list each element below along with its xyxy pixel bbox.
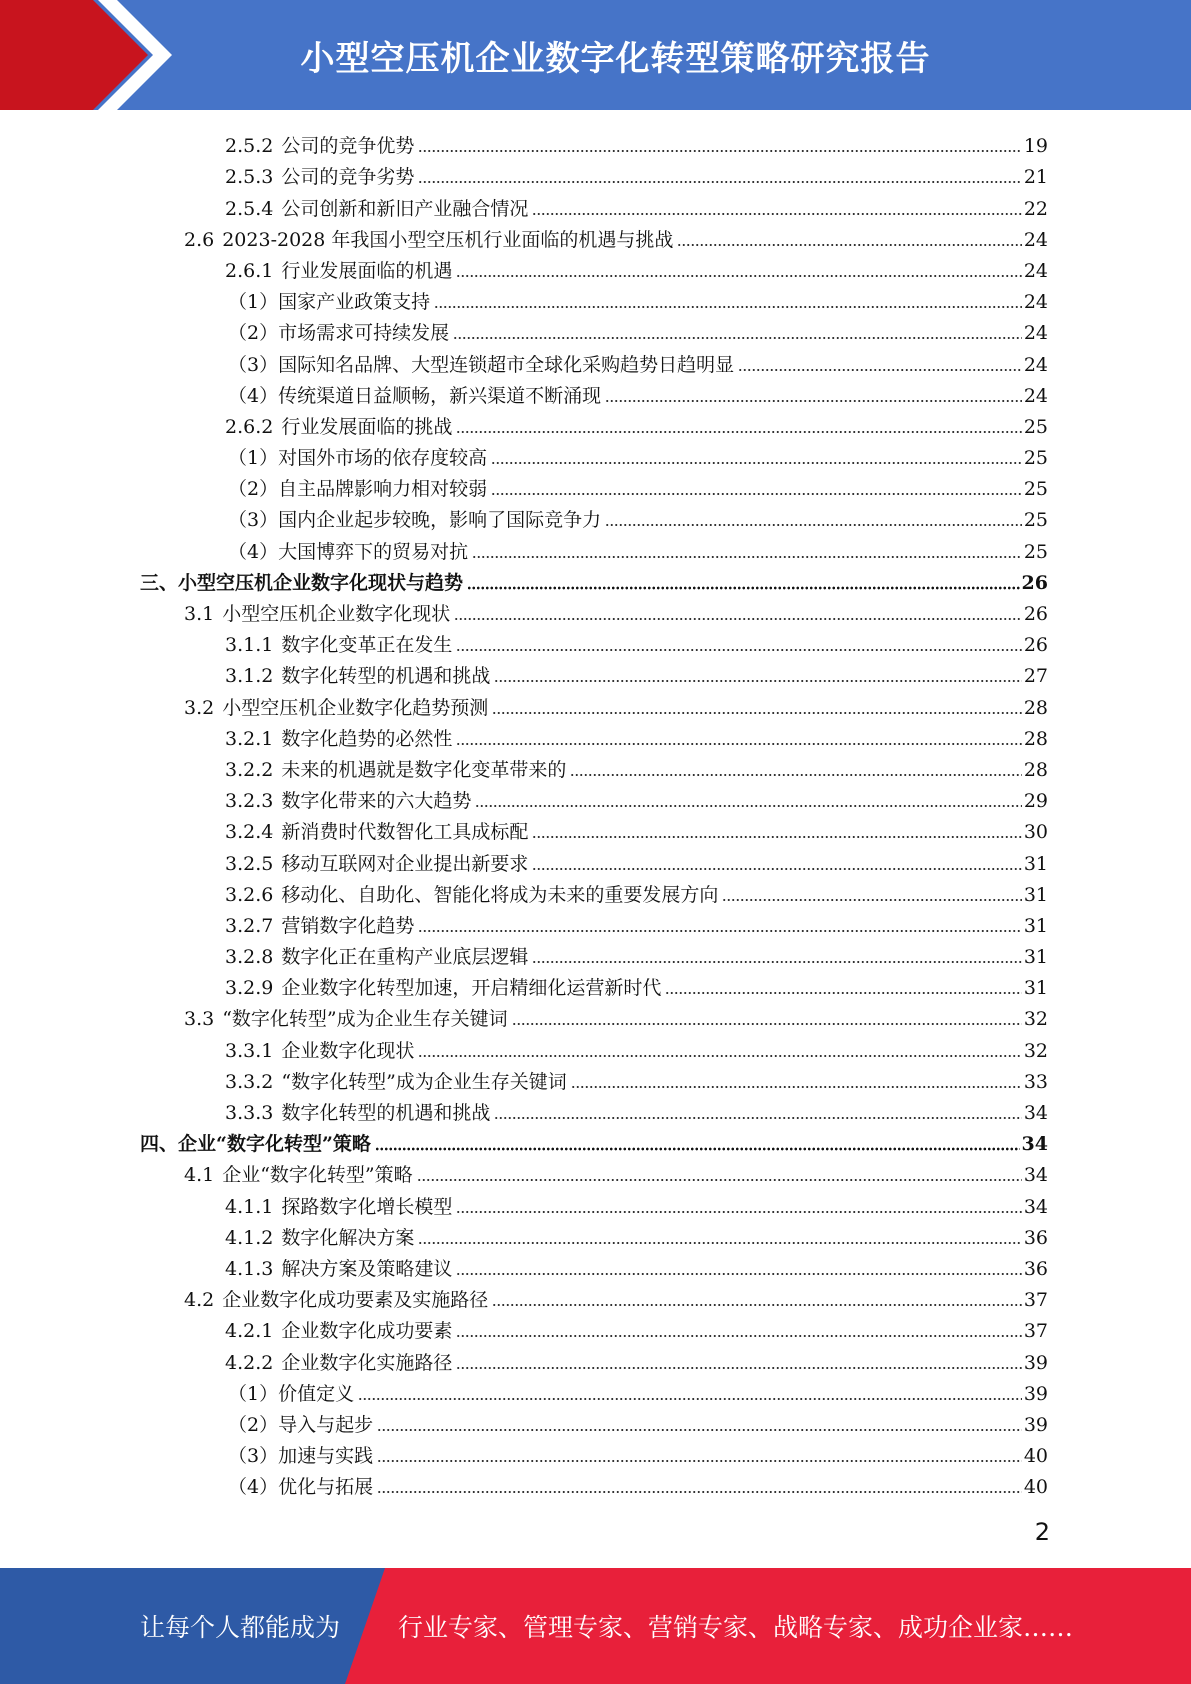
toc-entry[interactable] [140, 1063, 1048, 1094]
toc-entry-number: 3.2 [184, 696, 215, 719]
toc-entry-page: 31 [1023, 914, 1048, 937]
toc-entry-page: 31 [1023, 977, 1048, 1000]
toc-dot-leader [456, 1272, 1021, 1276]
toc-entry[interactable] [140, 564, 1048, 595]
toc-entry-title: 小型空压机企业数字化现状 [222, 603, 451, 625]
toc-entry-page: 25 [1023, 415, 1048, 438]
toc-entry-number: 3.2.4 [225, 821, 274, 844]
toc-entry-title: 公司的竞争优势 [281, 135, 415, 158]
toc-entry-title: 数字化带来的六大趋势 [281, 790, 472, 813]
toc-entry-title: 小型空压机企业数字化现状与趋势 [178, 571, 464, 594]
toc-entry[interactable] [140, 1437, 1048, 1468]
document-title: 小型空压机企业数字化转型策略研究报告 [300, 38, 931, 79]
toc-entry-number: 3.3.1 [225, 1039, 274, 1062]
toc-entry-number: 3.2.5 [225, 852, 274, 875]
toc-entry-number: 4.2.1 [225, 1320, 274, 1343]
toc-entry-number: 2.5.4 [225, 197, 274, 220]
toc-entry-title: 国家产业政策支持 [278, 291, 431, 314]
toc-dot-leader [456, 1366, 1021, 1370]
toc-entry[interactable] [140, 626, 1048, 657]
toc-dot-leader [494, 1116, 1021, 1120]
toc-entry-page: 32 [1023, 1008, 1048, 1031]
toc-entry-page: 27 [1023, 665, 1048, 688]
toc-entry[interactable] [140, 283, 1048, 314]
toc-dot-leader [738, 368, 1022, 372]
toc-entry-title: 2023-2028 年我国小型空压机行业面临的机遇与挑战 [222, 228, 674, 251]
toc-entry-number: 4.2.2 [225, 1351, 274, 1374]
toc-entry[interactable] [140, 189, 1048, 220]
toc-entry[interactable] [140, 688, 1048, 719]
toc-entry[interactable] [140, 439, 1048, 470]
toc-entry[interactable] [140, 252, 1048, 283]
toc-dot-leader [475, 804, 1021, 808]
toc-entry-number: 3.1.1 [225, 634, 274, 657]
toc-entry-number: （1） [228, 447, 279, 470]
toc-entry-page: 39 [1023, 1351, 1048, 1374]
toc-entry-number: （1） [228, 291, 279, 314]
toc-entry-title: 企业“数字化转型”策略 [178, 1133, 371, 1156]
toc-dot-leader [532, 867, 1021, 871]
toc-dot-leader [491, 461, 1022, 465]
footer-slogan-right: 行业专家、管理专家、营销专家、战略专家、成功企业家…… [398, 1613, 1074, 1642]
toc-entry[interactable] [140, 1125, 1048, 1156]
toc-entry-page: 28 [1023, 727, 1048, 750]
toc-dot-leader [605, 523, 1022, 527]
toc-dot-leader [665, 991, 1021, 995]
toc-entry[interactable] [140, 1406, 1048, 1437]
toc-entry-page: 29 [1023, 790, 1048, 813]
toc-entry-title: 国内企业起步较晚，影响了国际竞争力 [278, 509, 602, 532]
toc-entry[interactable] [140, 1031, 1048, 1062]
toc-entry-title: 行业发展面临的挑战 [281, 415, 453, 438]
toc-entry-title: 数字化正在重构产业底层逻辑 [281, 946, 529, 969]
toc-dot-leader [418, 929, 1021, 933]
toc-dot-leader [418, 1241, 1021, 1245]
toc-entry[interactable] [140, 408, 1048, 439]
toc-entry[interactable] [140, 345, 1048, 376]
toc-dot-leader [494, 679, 1021, 683]
toc-entry-page: 24 [1023, 322, 1048, 345]
toc-dot-leader [418, 149, 1021, 153]
toc-entry[interactable] [140, 501, 1048, 532]
toc-entry-page: 22 [1023, 197, 1048, 220]
toc-dot-leader [532, 960, 1021, 964]
toc-entry-page: 24 [1023, 228, 1048, 251]
toc-entry-title: 公司创新和新旧产业融合情况 [281, 197, 529, 220]
toc-entry-title: 数字化转型的机遇和挑战 [281, 1102, 491, 1124]
toc-entry-title: 企业数字化成功要素及实施路径 [222, 1289, 489, 1312]
toc-entry-number: （2） [228, 478, 279, 501]
toc-entry-title: “数字化转型”成为企业生存关键词 [281, 1070, 567, 1093]
toc-entry-page: 25 [1023, 509, 1048, 532]
toc-entry-page: 36 [1023, 1226, 1048, 1249]
toc-entry-page: 24 [1023, 384, 1048, 407]
toc-entry-page: 39 [1023, 1413, 1048, 1436]
toc-entry-page: 25 [1023, 447, 1048, 470]
toc-entry-page: 28 [1023, 758, 1048, 781]
toc-entry[interactable] [140, 127, 1048, 158]
toc-entry-number: （3） [228, 1445, 279, 1468]
toc-dot-leader [358, 1397, 1022, 1401]
toc-entry-title: 优化与拓展 [278, 1476, 374, 1499]
toc-entry-number: （4） [228, 1476, 279, 1499]
toc-dot-leader [377, 1428, 1022, 1432]
toc-entry-number: 4.1.3 [225, 1257, 274, 1280]
toc-entry-title: 市场需求可持续发展 [278, 322, 450, 345]
toc-dot-leader [417, 1178, 1022, 1182]
toc-dot-leader [532, 835, 1021, 839]
toc-entry-number: 4.1.2 [225, 1226, 274, 1249]
toc-entry-title: 加速与实践 [278, 1445, 374, 1468]
toc-entry-title: 企业“数字化转型”策略 [222, 1164, 413, 1187]
toc-dot-leader [512, 1022, 1022, 1026]
toc-entry[interactable] [140, 1094, 1048, 1125]
toc-entry-title: 营销数字化趋势 [281, 914, 415, 937]
toc-entry-title: 企业数字化转型加速，开启精细化运营新时代 [281, 977, 662, 1000]
toc-entry-title: 新消费时代数智化工具成标配 [281, 821, 529, 844]
toc-entry-page: 31 [1023, 946, 1048, 969]
toc-dot-leader [532, 212, 1021, 216]
toc-entry-number: 2.5.3 [225, 166, 274, 189]
toc-entry-page: 19 [1023, 135, 1048, 158]
toc-entry-page: 34 [1023, 1195, 1048, 1218]
toc-entry[interactable] [140, 1156, 1048, 1187]
toc-entry[interactable] [140, 969, 1048, 1000]
toc-entry-page: 25 [1023, 540, 1048, 563]
toc-entry-number: 2.6.2 [225, 415, 274, 438]
toc-entry[interactable] [140, 1250, 1048, 1281]
toc-entry-number: 3.2.7 [225, 914, 274, 937]
toc-entry-page: 39 [1023, 1382, 1048, 1405]
toc-dot-leader [492, 711, 1022, 715]
toc-entry-title: 传统渠道日益顺畅，新兴渠道不断涌现 [278, 384, 602, 407]
toc-entry-number: （4） [228, 384, 279, 407]
toc-entry-page: 24 [1023, 291, 1048, 314]
toc-entry[interactable] [140, 595, 1048, 626]
toc-entry-title: 导入与起步 [278, 1413, 374, 1436]
toc-entry-title: 大国博弈下的贸易对抗 [278, 540, 469, 563]
toc-entry-page: 24 [1023, 259, 1048, 282]
toc-entry-number: 3.2.2 [225, 758, 274, 781]
toc-entry[interactable] [140, 1375, 1048, 1406]
toc-entry-number: （3） [228, 509, 279, 532]
toc-entry-title: 数字化变革正在发生 [281, 634, 453, 657]
toc-entry-number: （1） [228, 1382, 279, 1405]
toc-entry-number: 四、 [140, 1133, 179, 1156]
toc-entry[interactable] [140, 844, 1048, 875]
toc-dot-leader [418, 1054, 1021, 1058]
toc-entry-title: 企业数字化成功要素 [281, 1320, 453, 1343]
toc-entry-title: 公司的竞争劣势 [281, 166, 415, 189]
toc-entry-page: 37 [1023, 1289, 1048, 1312]
toc-entry-number: 3.2.6 [225, 883, 274, 906]
toc-entry-title: 未来的机遇就是数字化变革带来的 [281, 758, 567, 781]
toc-entry-title: 对国外市场的依存度较高 [278, 447, 488, 470]
toc-entry-page: 33 [1023, 1070, 1048, 1093]
toc-entry-number: 3.3.2 [225, 1070, 274, 1093]
toc-entry-number: 3.3 [184, 1008, 215, 1031]
toc-entry[interactable] [140, 158, 1048, 189]
toc-entry[interactable] [140, 782, 1048, 813]
toc-entry-title: 解决方案及策略建议 [281, 1257, 453, 1280]
toc-dot-leader [434, 305, 1022, 309]
page-number: 2 [1034, 1518, 1050, 1546]
toc-entry-page: 30 [1023, 821, 1048, 844]
toc-entry-page: 24 [1023, 353, 1048, 376]
toc-entry-page: 32 [1023, 1039, 1048, 1062]
table-of-contents [140, 127, 1048, 1499]
toc-entry-number: 2.5.2 [225, 135, 274, 158]
toc-entry-page: 25 [1023, 478, 1048, 501]
toc-dot-leader [467, 586, 1020, 590]
toc-entry-number: 3.1.2 [225, 665, 274, 688]
toc-entry[interactable] [140, 532, 1048, 563]
toc-entry-number: 3.1 [184, 603, 215, 625]
toc-entry-page: 26 [1023, 634, 1048, 657]
toc-entry[interactable] [140, 1187, 1048, 1218]
toc-dot-leader [492, 1303, 1022, 1307]
toc-entry-number: 三、 [140, 571, 179, 594]
toc-entry[interactable] [140, 1281, 1048, 1312]
toc-entry-number: 3.2.3 [225, 790, 274, 813]
toc-entry-title: 移动互联网对企业提出新要求 [281, 852, 529, 875]
toc-entry[interactable] [140, 221, 1048, 252]
toc-entry-number: （4） [228, 540, 279, 563]
toc-entry-number: 2.6.1 [225, 259, 274, 282]
toc-entry-number: 3.3.3 [225, 1102, 274, 1124]
toc-dot-leader [472, 555, 1022, 559]
toc-entry[interactable] [140, 657, 1048, 688]
toc-entry[interactable] [140, 1343, 1048, 1374]
toc-dot-leader [677, 243, 1021, 247]
toc-entry-page: 26 [1021, 571, 1048, 594]
toc-entry-title: 价值定义 [278, 1382, 355, 1405]
toc-dot-leader [456, 1334, 1021, 1338]
toc-entry[interactable] [140, 751, 1048, 782]
toc-entry-number: 4.1.1 [225, 1195, 274, 1218]
toc-dot-leader [456, 648, 1021, 652]
toc-dot-leader [570, 773, 1021, 777]
toc-entry-title: 自主品牌影响力相对较弱 [278, 478, 488, 501]
toc-entry-number: 4.1 [184, 1164, 215, 1187]
toc-entry[interactable] [140, 470, 1048, 501]
toc-entry-title: 企业数字化现状 [281, 1039, 415, 1062]
toc-dot-leader [491, 492, 1022, 496]
toc-entry-title: 企业数字化实施路径 [281, 1351, 453, 1374]
toc-entry[interactable] [140, 720, 1048, 751]
toc-entry-number: （2） [228, 1413, 279, 1436]
page-header [0, 0, 1191, 110]
toc-entry[interactable] [140, 1219, 1048, 1250]
toc-entry-number: 3.2.9 [225, 977, 274, 1000]
toc-entry-title: 数字化解决方案 [281, 1226, 415, 1249]
toc-entry-title: 探路数字化增长模型 [281, 1195, 453, 1218]
toc-dot-leader [605, 399, 1022, 403]
toc-entry-number: 3.2.8 [225, 946, 274, 969]
toc-entry-number: 3.2.1 [225, 727, 274, 750]
toc-entry-page: 37 [1023, 1320, 1048, 1343]
toc-entry-title: 小型空压机企业数字化趋势预测 [222, 696, 489, 719]
toc-entry[interactable] [140, 907, 1048, 938]
toc-dot-leader [375, 1147, 1020, 1151]
toc-entry-title: 行业发展面临的机遇 [281, 259, 453, 282]
toc-dot-leader [456, 430, 1021, 434]
toc-dot-leader [456, 742, 1021, 746]
toc-entry-page: 21 [1023, 166, 1048, 189]
toc-entry-page: 34 [1023, 1164, 1048, 1187]
toc-dot-leader [377, 1490, 1022, 1494]
toc-entry[interactable] [140, 1000, 1048, 1031]
toc-entry-page: 40 [1023, 1445, 1048, 1468]
toc-entry[interactable] [140, 1468, 1048, 1499]
toc-dot-leader [377, 1459, 1022, 1463]
toc-entry-number: （3） [228, 353, 279, 376]
toc-entry-page: 31 [1023, 852, 1048, 875]
toc-entry-number: 2.6 [184, 228, 215, 251]
toc-entry-page: 36 [1023, 1257, 1048, 1280]
toc-entry[interactable] [140, 314, 1048, 345]
toc-entry[interactable] [140, 813, 1048, 844]
toc-entry-number: （2） [228, 322, 279, 345]
toc-entry-title: 数字化转型的机遇和挑战 [281, 665, 491, 688]
toc-dot-leader [456, 1210, 1021, 1214]
toc-entry-title: 移动化、自助化、智能化将成为未来的重要发展方向 [281, 883, 719, 906]
toc-entry[interactable] [140, 938, 1048, 969]
toc-entry-number: 4.2 [184, 1289, 215, 1312]
toc-entry-title: “数字化转型”成为企业生存关键词 [222, 1008, 508, 1031]
toc-entry-title: 数字化趋势的必然性 [281, 727, 453, 750]
toc-dot-leader [456, 274, 1021, 278]
toc-entry-title: 国际知名品牌、大型连锁超市全球化采购趋势日趋明显 [278, 353, 735, 376]
toc-entry[interactable] [140, 876, 1048, 907]
toc-entry[interactable] [140, 377, 1048, 408]
toc-dot-leader [571, 1085, 1022, 1089]
toc-dot-leader [722, 898, 1021, 902]
toc-entry[interactable] [140, 1312, 1048, 1343]
toc-entry-page: 26 [1023, 603, 1048, 625]
toc-entry-page: 40 [1023, 1476, 1048, 1499]
footer-slogan-left: 让每个人都能成为 [140, 1613, 341, 1642]
toc-entry-page: 34 [1021, 1133, 1048, 1156]
page-footer [0, 1568, 1191, 1684]
toc-dot-leader [454, 617, 1022, 621]
toc-dot-leader [418, 180, 1021, 184]
toc-dot-leader [453, 336, 1022, 340]
toc-entry-page: 28 [1023, 696, 1048, 719]
toc-entry-page: 31 [1023, 883, 1048, 906]
toc-entry-page: 34 [1023, 1102, 1048, 1124]
